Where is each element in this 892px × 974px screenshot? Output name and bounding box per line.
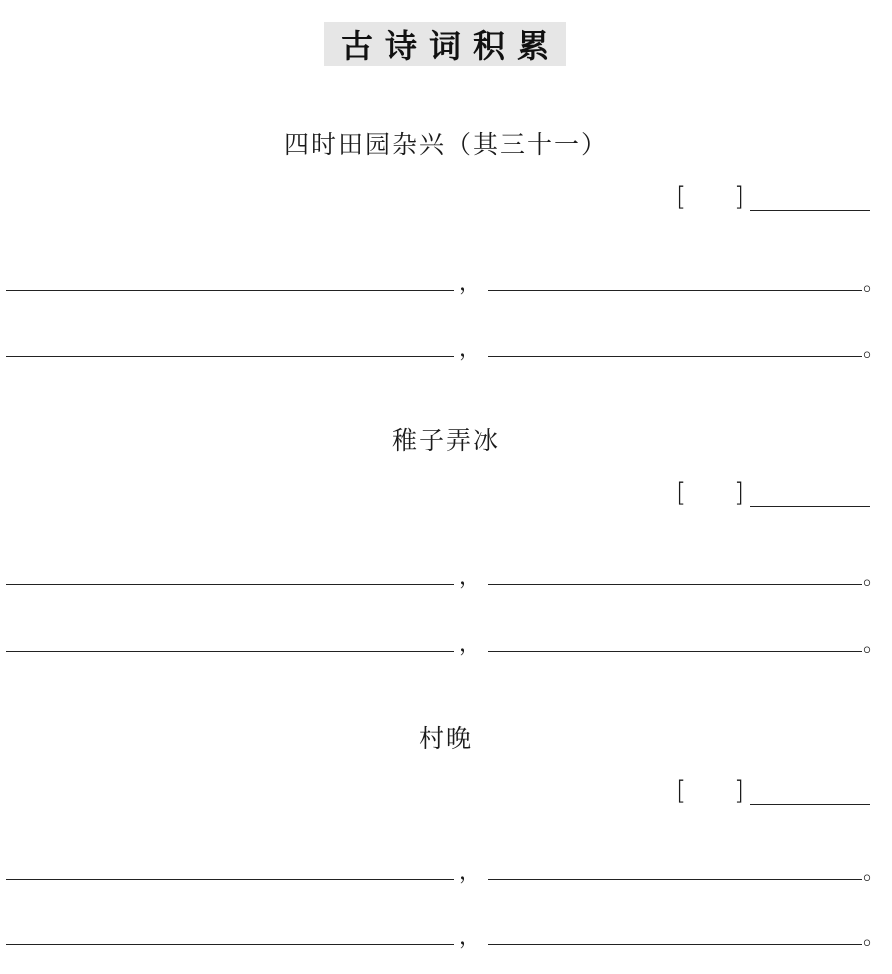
verse-line-2 xyxy=(0,916,892,950)
verse-line-1 xyxy=(0,262,892,296)
comma-mark: ， xyxy=(459,565,482,590)
dynasty-author-row xyxy=(676,776,872,806)
comma-mark: ， xyxy=(459,632,482,657)
author-blank[interactable] xyxy=(750,506,870,507)
verse-blank[interactable] xyxy=(488,944,862,945)
verse-blank[interactable] xyxy=(6,584,454,585)
comma-mark: ， xyxy=(459,271,482,296)
author-blank[interactable] xyxy=(750,210,870,211)
poem-section-3 xyxy=(0,724,892,974)
period-mark: 。 xyxy=(863,925,886,950)
verse-blank[interactable] xyxy=(488,879,862,880)
verse-blank[interactable] xyxy=(6,879,454,880)
period-mark: 。 xyxy=(863,271,886,296)
poem-section-2 xyxy=(0,426,892,676)
comma-mark: ， xyxy=(459,337,482,362)
period-mark: 。 xyxy=(863,860,886,885)
verse-blank[interactable] xyxy=(6,356,454,357)
dynasty-bracket-close: ] xyxy=(734,478,745,508)
verse-blank[interactable] xyxy=(488,290,862,291)
verse-blank[interactable] xyxy=(488,584,862,585)
poem-title: 村晚 xyxy=(418,724,473,753)
dynasty-bracket-close: ] xyxy=(734,182,745,212)
dynasty-bracket-open: [ xyxy=(676,776,687,806)
period-mark: 。 xyxy=(863,565,886,590)
verse-blank[interactable] xyxy=(6,944,454,945)
dynasty-bracket-close: ] xyxy=(734,776,745,806)
verse-line-1 xyxy=(0,851,892,885)
page-heading-box xyxy=(324,22,566,66)
comma-mark: ， xyxy=(459,860,482,885)
verse-line-2 xyxy=(0,623,892,657)
verse-line-1 xyxy=(0,556,892,590)
author-blank[interactable] xyxy=(750,804,870,805)
verse-blank[interactable] xyxy=(6,290,454,291)
period-mark: 。 xyxy=(863,337,886,362)
dynasty-author-row xyxy=(676,478,872,508)
poem-title: 稚子弄冰 xyxy=(391,426,500,455)
verse-blank[interactable] xyxy=(6,651,454,652)
verse-blank[interactable] xyxy=(488,651,862,652)
verse-line-2 xyxy=(0,328,892,362)
poem-section-1 xyxy=(0,130,892,380)
dynasty-bracket-open: [ xyxy=(676,182,687,212)
dynasty-bracket-open: [ xyxy=(676,478,687,508)
dynasty-author-row xyxy=(676,182,872,212)
period-mark: 。 xyxy=(863,632,886,657)
verse-blank[interactable] xyxy=(488,356,862,357)
comma-mark: ， xyxy=(459,925,482,950)
poem-title: 四时田园杂兴（其三十一） xyxy=(283,130,608,159)
page-heading: 古诗词积累 xyxy=(340,27,561,65)
